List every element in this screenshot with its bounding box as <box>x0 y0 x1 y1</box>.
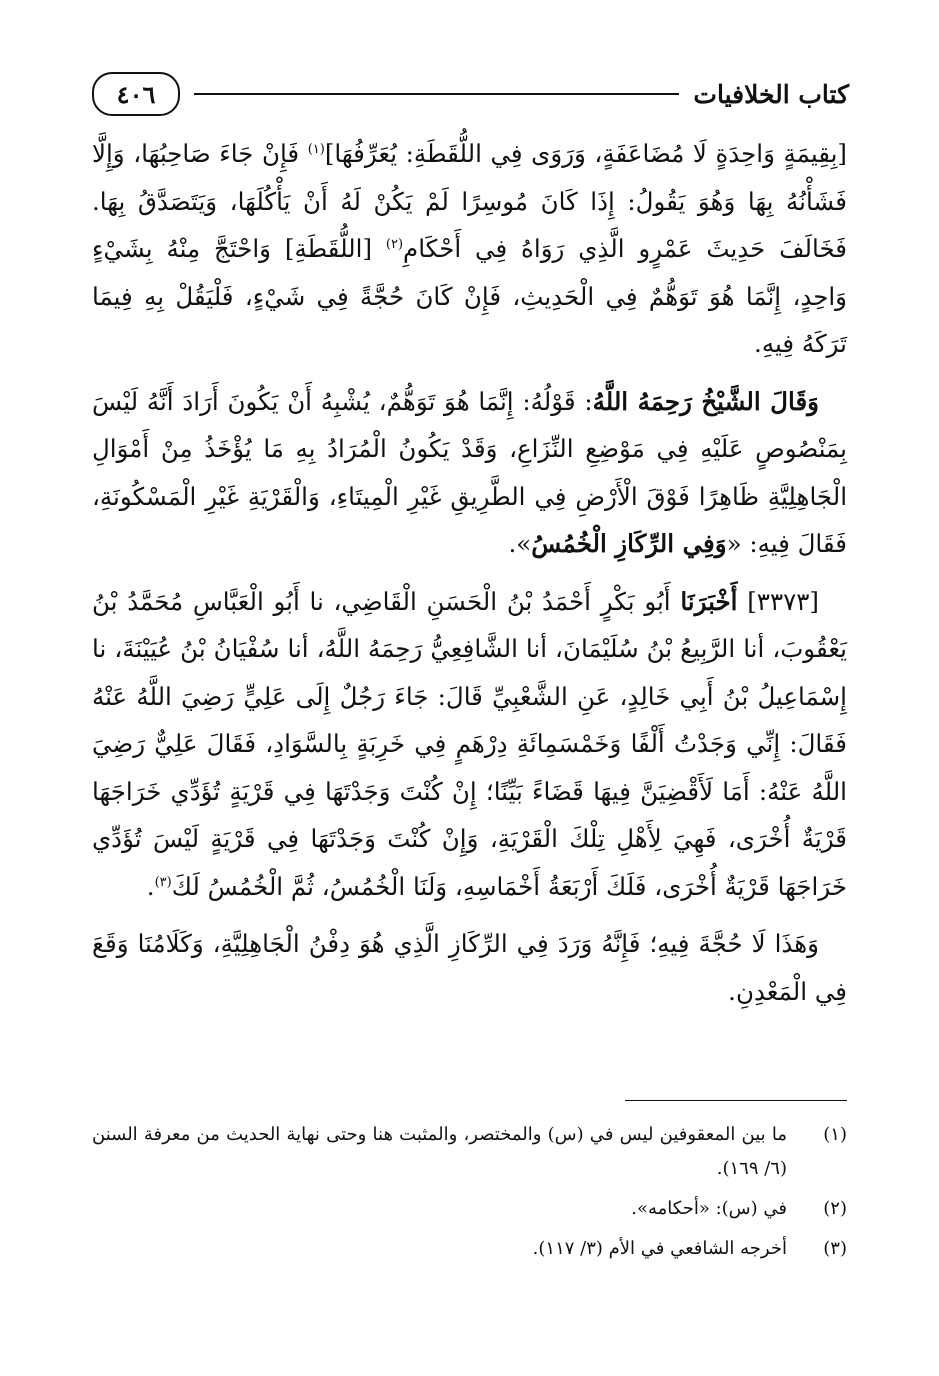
running-title: كتاب الخلافيات <box>693 79 849 109</box>
text-run: [بِقِيمَةٍ وَاحِدَةٍ لَا مُضَاعَفَةٍ، وَرَوَى فِي اللُّقَطَةِ: يُعَرِّفُهَا] <box>324 139 847 168</box>
footnote-number: (٣) <box>823 1238 847 1259</box>
footnote-separator <box>625 1100 847 1101</box>
text-run: فَإِنْ جَاءَ صَاحِبُهَا، وَإِلَّا فَشَأْنُهُ بِهَا وَهُوَ يَقُولُ: إِذَا كَانَ مُوسِرًا لَمْ يَكُنْ لَهُ أَنْ يَأْكُلَهَا، وَيَتَصَدَّقُ بِهَا. فَخَالَفَ حَدِيثَ عَمْرٍو الَّذِي رَوَاهُ فِي أَحْكَامِ <box>92 139 848 263</box>
text-run: . <box>146 871 155 901</box>
footnote-text: ما بين المعقوفين ليس في (س) والمختصر، والمثبت هنا وحتى نهاية الحديث من معرفة السنن (٦/ ١٦٩). <box>92 1124 787 1179</box>
hadith-number: [٣٣٧٣] <box>737 586 819 616</box>
footnote-text: أخرجه الشافعي في الأم (٣/ ١١٧). <box>532 1238 787 1259</box>
footnote-ref-1: (١) <box>307 141 325 157</box>
text-run: [اللُّقَطَةِ] وَاحْتَجَّ مِنْهُ بِشَيْءٍ وَاحِدٍ، إِنَّمَا هُوَ تَوَهُّمٌ فِي الْحَدِيثِ، فَإِنْ كَانَ حُجَّةً فِي شَيْءٍ، فَلْيَقُلْ بِهِ فِيمَا تَرَكَهُ فِيهِ. <box>92 234 847 358</box>
header-rule <box>194 93 679 95</box>
text-run: أَبُو بَكْرٍ أَحْمَدُ بْنُ الْحَسَنِ الْقَاضِي، نا أَبُو الْعَبَّاسِ مُحَمَّدُ بْنُ يَعْقُوبَ، أنا الرَّبِيعُ بْنُ سُلَيْمَانَ، أنا الشَّافِعِيُّ رَحِمَهُ اللَّهُ، أنا سُفْيَانُ بْنُ عُيَيْنَةَ، نا إِسْمَاعِيلُ بْنُ أَبِي خَالِدٍ، عَنِ الشَّعْبِيِّ قَالَ: جَاءَ رَجُلٌ إِلَى عَلِيٍّ رَضِيَ اللَّهُ عَنْهُ فَقَالَ: إِنِّي وَجَدْتُ أَلْفًا وَخَمْسَمِائَةِ دِرْهَمٍ فِي خَرِبَةٍ بِالسَّوَادِ، فَقَالَ عَلِيٌّ رَضِيَ اللَّهُ عَنْهُ: أَمَا لَأَقْضِيَنَّ فِيهَا قَضَاءً بَيِّنًا؛ إِنْ كُنْتَ وَجَدْتَهَا فِي قَرْيَةٍ تُؤَدِّي خَرَاجَهَا قَرْيَةٌ أُخْرَى، فَهِيَ لِأَهْلِ تِلْكَ الْقَرْيَةِ، وَإِنْ كُنْتَ وَجَدْتَهَا فِي قَرْيَةٍ لَيْسَ تُؤَدِّي خَرَاجَهَا قَرْيَةٌ أُخْرَى، فَلَكَ أَرْبَعَةُ أَخْمَاسِهِ، وَلَنَا الْخُمُسُ، ثُمَّ الْخُمُسُ لَكَ <box>92 586 847 901</box>
paragraph-4: وَهَذَا لَا حُجَّةَ فِيهِ؛ فَإِنَّهُ وَرَدَ فِي الرِّكَازِ الَّذِي هُوَ دِفْنُ الْجَاهِلِيَّةِ، وَكَلَامُنَا وَقَعَ فِي الْمَعْدِنِ. <box>92 929 847 1006</box>
main-text <box>92 130 847 1025</box>
paragraph-1 <box>92 130 847 368</box>
paragraph-2 <box>92 378 847 568</box>
paragraph-3 <box>92 578 847 911</box>
text-run: ». <box>508 529 532 558</box>
hadith-quote: وَفِي الرِّكَازِ الْخُمُسُ <box>531 529 727 558</box>
footnote-ref-3: (٣) <box>154 874 172 890</box>
footnote-number: (٢) <box>823 1198 847 1219</box>
footnote-ref-2: (٢) <box>385 236 404 252</box>
page-number: ٤٠٦ <box>92 72 180 116</box>
sheikh-said: وَقَالَ الشَّيْخُ رَحِمَهُ اللَّهُ <box>592 386 819 416</box>
footnote-text: في (س): «أحكامه». <box>631 1198 787 1219</box>
footnote-number: (١) <box>823 1124 847 1145</box>
page-header <box>92 66 849 122</box>
text-run: : قَوْلُهُ: إِنَّمَا هُوَ تَوَهُّمٌ، يُشْبِهُ أَنْ يَكُونَ أَرَادَ أَنَّهُ لَيْسَ بِمَنْصُوصٍ عَلَيْهِ فِي مَوْضِعِ النِّزَاعِ، وَقَدْ يَكُونُ الْمُرَادُ بِهِ مَا يُؤْخَذُ مِنْ أَمْوَالِ الْجَاهِلِيَّةِ ظَاهِرًا فَوْقَ الْأَرْضِ فِي الطَّرِيقِ غَيْرِ الْمِيتَاءِ، وَالْقَرْيَةِ غَيْرِ الْمَسْكُونَةِ، فَقَالَ فِيهِ: « <box>92 386 847 558</box>
footnotes <box>92 1118 847 1272</box>
akhbarana-word: أَخْبَرَنَا <box>680 586 738 616</box>
footnote-3 <box>92 1232 847 1266</box>
footnote-1 <box>92 1118 847 1186</box>
footnote-2 <box>92 1192 847 1226</box>
